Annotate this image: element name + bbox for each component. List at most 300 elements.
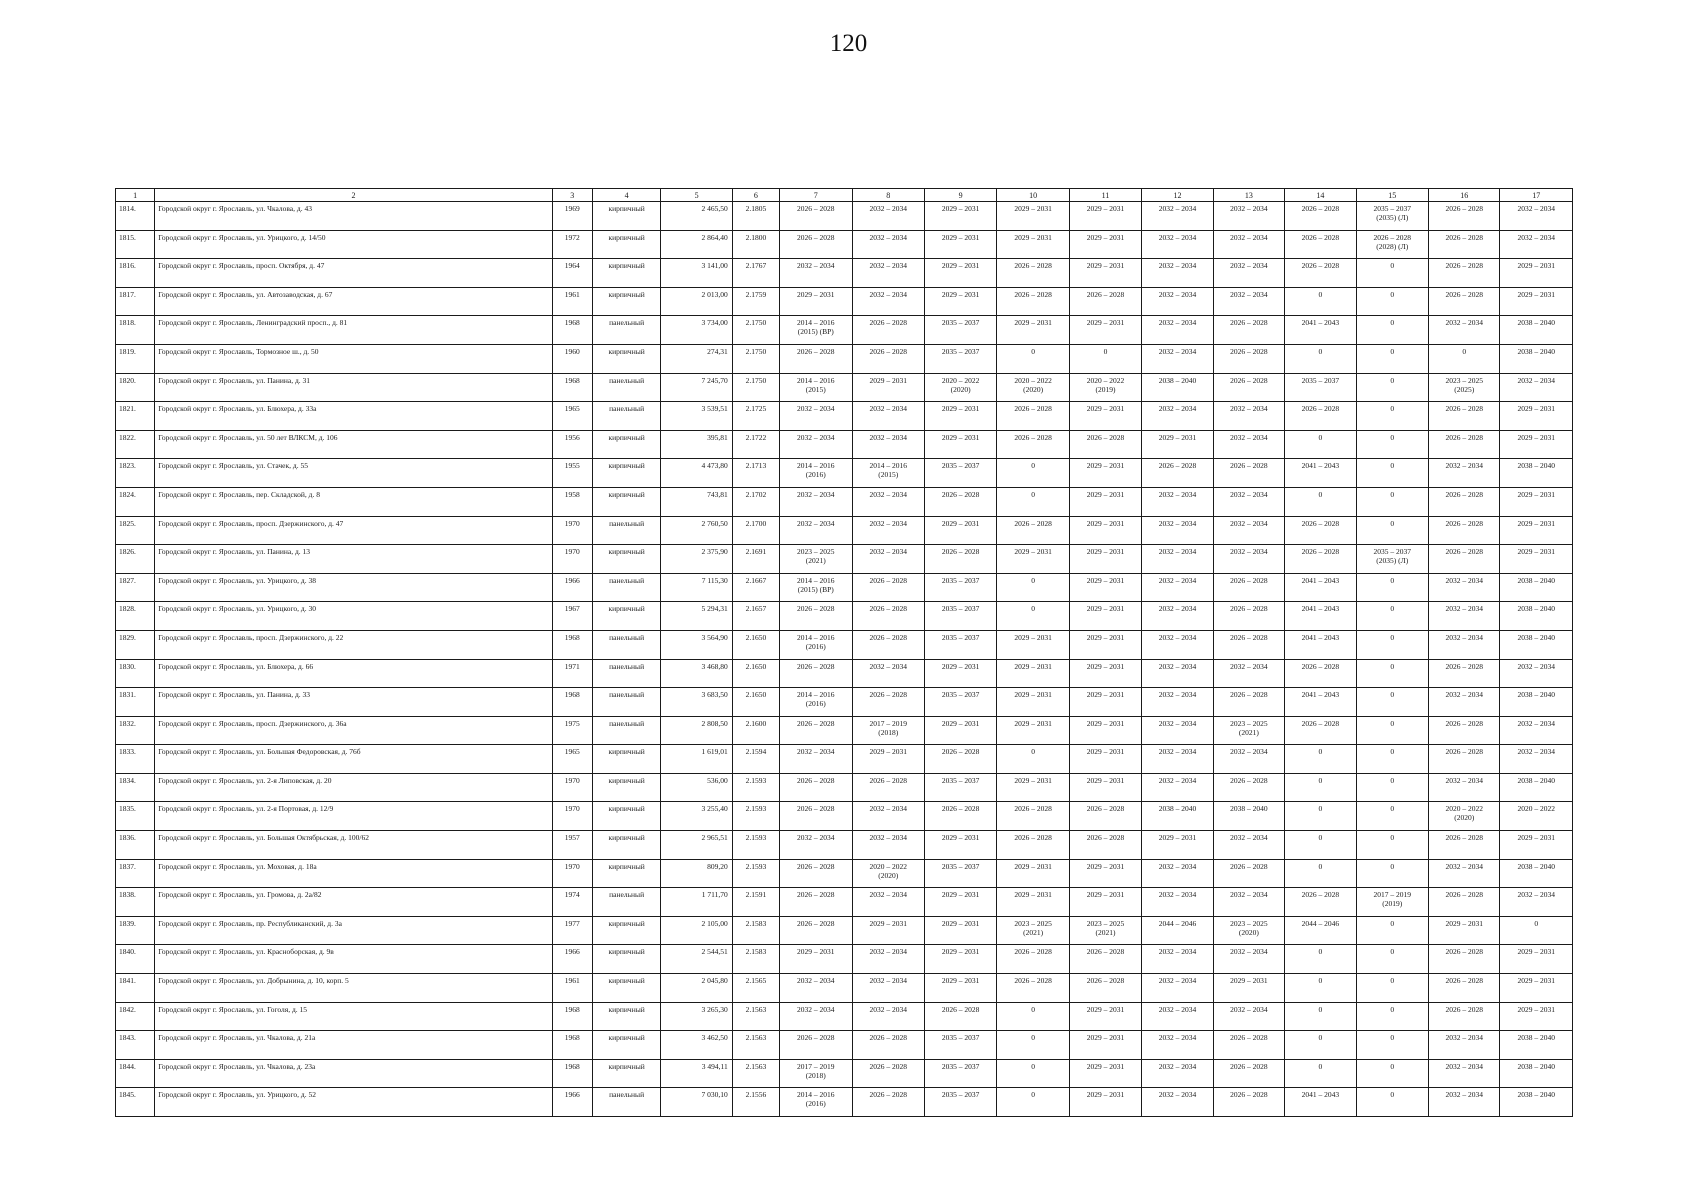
column-header-6: 6 [732,189,779,202]
row-number-cell: 1831. [116,688,155,717]
total-area-cell: 2 013,00 [661,287,732,316]
work-period-cell-col7: 2029 – 2031 [780,287,852,316]
address-cell: Городской округ г. Ярославль, Ленинградский просп., д. 81 [155,316,552,345]
work-period-cell-col15: 0 [1356,602,1428,631]
total-area-cell: 3 468,80 [661,659,732,688]
year-built-cell: 1968 [552,1031,592,1060]
work-period-cell-col15: 0 [1356,773,1428,802]
total-area-cell: 2 105,00 [661,916,732,945]
work-period-cell-col13: 2032 – 2034 [1213,259,1284,288]
work-period-cell-col16: 2032 – 2034 [1429,1088,1500,1117]
year-built-cell: 1968 [552,1059,592,1088]
work-period-cell-col14: 0 [1285,344,1356,373]
address-cell: Городской округ г. Ярославль, ул. Блюхера, д. 33а [155,402,552,431]
wall-material-cell: кирпичный [592,802,660,831]
wall-material-cell: кирпичный [592,230,660,259]
table-row [116,659,1573,688]
work-period-cell-col10: 2026 – 2028 [997,802,1069,831]
work-period-cell-col9: 2029 – 2031 [924,659,996,688]
work-period-cell-col7: 2032 – 2034 [780,1002,852,1031]
work-period-cell-col8: 2026 – 2028 [852,688,924,717]
row-number-cell: 1844. [116,1059,155,1088]
work-period-cell-col13: 2026 – 2028 [1213,859,1284,888]
work-period-cell-col13: 2026 – 2028 [1213,773,1284,802]
work-period-cell-col8: 2032 – 2034 [852,259,924,288]
work-period-cell-col17: 2029 – 2031 [1500,831,1573,860]
total-area-cell: 4 473,80 [661,459,732,488]
work-period-cell-col7: 2026 – 2028 [780,659,852,688]
work-period-cell-col16: 2026 – 2028 [1429,888,1500,917]
work-period-cell-col9: 2035 – 2037 [924,602,996,631]
table-row [116,716,1573,745]
work-period-cell-col16: 2026 – 2028 [1429,516,1500,545]
priority-index-cell: 2.1594 [732,745,779,774]
year-built-cell: 1957 [552,831,592,860]
wall-material-cell: кирпичный [592,487,660,516]
work-period-cell-col11: 2029 – 2031 [1069,773,1141,802]
wall-material-cell: кирпичный [592,1002,660,1031]
work-period-cell-col15: 0 [1356,487,1428,516]
work-period-cell-col13: 2026 – 2028 [1213,344,1284,373]
work-period-cell-col10: 2029 – 2031 [997,202,1069,231]
work-period-cell-col11: 2029 – 2031 [1069,459,1141,488]
page-number: 120 [829,30,868,57]
work-period-cell-col15: 0 [1356,344,1428,373]
work-period-cell-col9: 2026 – 2028 [924,745,996,774]
priority-index-cell: 2.1713 [732,459,779,488]
column-header-11: 11 [1069,189,1141,202]
column-header-17: 17 [1500,189,1573,202]
work-period-cell-col8: 2026 – 2028 [852,1031,924,1060]
work-period-cell-col15: 0 [1356,831,1428,860]
year-built-cell: 1965 [552,402,592,431]
priority-index-cell: 2.1667 [732,573,779,602]
work-period-cell-col7: 2026 – 2028 [780,716,852,745]
work-period-cell-col15: 0 [1356,259,1428,288]
work-period-cell-col10: 2029 – 2031 [997,659,1069,688]
work-period-cell-col8: 2026 – 2028 [852,773,924,802]
table-row [116,402,1573,431]
work-period-cell-col11: 2029 – 2031 [1069,688,1141,717]
table-row [116,516,1573,545]
work-period-cell-col7: 2032 – 2034 [780,402,852,431]
total-area-cell: 3 683,50 [661,688,732,717]
address-cell: Городской округ г. Ярославль, ул. Урицкого, д. 52 [155,1088,552,1117]
work-period-cell-col14: 2026 – 2028 [1285,230,1356,259]
year-built-cell: 1958 [552,487,592,516]
total-area-cell: 395,81 [661,430,732,459]
work-period-cell-col7: 2032 – 2034 [780,487,852,516]
total-area-cell: 536,00 [661,773,732,802]
housing-register-table [115,188,1573,1117]
work-period-cell-col11: 2029 – 2031 [1069,1031,1141,1060]
work-period-cell-col17: 2020 – 2022 [1500,802,1573,831]
work-period-cell-col17: 2032 – 2034 [1500,202,1573,231]
work-period-cell-col11: 2029 – 2031 [1069,716,1141,745]
work-period-cell-col9: 2026 – 2028 [924,802,996,831]
year-built-cell: 1960 [552,344,592,373]
work-period-cell-col16: 2026 – 2028 [1429,945,1500,974]
column-header-12: 12 [1142,189,1213,202]
work-period-cell-col16: 2026 – 2028 [1429,487,1500,516]
work-period-cell-col8: 2032 – 2034 [852,888,924,917]
wall-material-cell: панельный [592,316,660,345]
wall-material-cell: панельный [592,630,660,659]
address-cell: Городской округ г. Ярославль, ул. Большая Октябрьская, д. 100/62 [155,831,552,860]
priority-index-cell: 2.1759 [732,287,779,316]
wall-material-cell: панельный [592,1088,660,1117]
year-built-cell: 1974 [552,888,592,917]
work-period-cell-col17: 2029 – 2031 [1500,287,1573,316]
table-row [116,974,1573,1003]
work-period-cell-col14: 2041 – 2043 [1285,688,1356,717]
address-cell: Городской округ г. Ярославль, ул. Панина, д. 31 [155,373,552,402]
work-period-cell-col14: 2041 – 2043 [1285,1088,1356,1117]
table-row [116,344,1573,373]
work-period-cell-col17: 2038 – 2040 [1500,859,1573,888]
work-period-cell-col16: 2023 – 2025 (2025) [1429,373,1500,402]
total-area-cell: 2 045,80 [661,974,732,1003]
work-period-cell-col11: 2026 – 2028 [1069,945,1141,974]
work-period-cell-col16: 2026 – 2028 [1429,287,1500,316]
work-period-cell-col17: 2032 – 2034 [1500,230,1573,259]
total-area-cell: 3 462,50 [661,1031,732,1060]
priority-index-cell: 2.1725 [732,402,779,431]
work-period-cell-col12: 2038 – 2040 [1142,373,1213,402]
work-period-cell-col14: 0 [1285,1059,1356,1088]
column-header-5: 5 [661,189,732,202]
work-period-cell-col17: 2029 – 2031 [1500,1002,1573,1031]
work-period-cell-col10: 0 [997,1031,1069,1060]
table-row [116,773,1573,802]
wall-material-cell: кирпичный [592,344,660,373]
work-period-cell-col16: 0 [1429,344,1500,373]
work-period-cell-col8: 2032 – 2034 [852,202,924,231]
work-period-cell-col15: 0 [1356,573,1428,602]
wall-material-cell: панельный [592,573,660,602]
work-period-cell-col13: 2032 – 2034 [1213,888,1284,917]
row-number-cell: 1834. [116,773,155,802]
work-period-cell-col8: 2032 – 2034 [852,516,924,545]
total-area-cell: 3 265,30 [661,1002,732,1031]
work-period-cell-col13: 2026 – 2028 [1213,630,1284,659]
total-area-cell: 1 619,01 [661,745,732,774]
work-period-cell-col15: 0 [1356,945,1428,974]
address-cell: Городской округ г. Ярославль, ул. Громова, д. 2а/82 [155,888,552,917]
address-cell: Городской округ г. Ярославль, просп. Дзержинского, д. 47 [155,516,552,545]
work-period-cell-col13: 2026 – 2028 [1213,373,1284,402]
work-period-cell-col15: 0 [1356,716,1428,745]
work-period-cell-col10: 0 [997,1059,1069,1088]
work-period-cell-col10: 0 [997,745,1069,774]
table-row [116,602,1573,631]
work-period-cell-col10: 0 [997,459,1069,488]
priority-index-cell: 2.1583 [732,916,779,945]
work-period-cell-col8: 2029 – 2031 [852,916,924,945]
total-area-cell: 743,81 [661,487,732,516]
work-period-cell-col14: 2026 – 2028 [1285,659,1356,688]
work-period-cell-col12: 2032 – 2034 [1142,859,1213,888]
work-period-cell-col9: 2035 – 2037 [924,459,996,488]
wall-material-cell: кирпичный [592,287,660,316]
work-period-cell-col11: 2029 – 2031 [1069,573,1141,602]
column-header-2: 2 [155,189,552,202]
work-period-cell-col14: 0 [1285,487,1356,516]
work-period-cell-col11: 2029 – 2031 [1069,316,1141,345]
wall-material-cell: кирпичный [592,1031,660,1060]
address-cell: Городской округ г. Ярославль, Тормозное ш., д. 50 [155,344,552,373]
work-period-cell-col12: 2032 – 2034 [1142,745,1213,774]
year-built-cell: 1968 [552,316,592,345]
work-period-cell-col11: 2029 – 2031 [1069,545,1141,574]
year-built-cell: 1967 [552,602,592,631]
work-period-cell-col11: 2026 – 2028 [1069,802,1141,831]
priority-index-cell: 2.1767 [732,259,779,288]
work-period-cell-col7: 2014 – 2016 (2016) [780,1088,852,1117]
work-period-cell-col7: 2026 – 2028 [780,859,852,888]
priority-index-cell: 2.1657 [732,602,779,631]
work-period-cell-col11: 2029 – 2031 [1069,1002,1141,1031]
work-period-cell-col17: 2038 – 2040 [1500,316,1573,345]
work-period-cell-col8: 2032 – 2034 [852,230,924,259]
work-period-cell-col13: 2032 – 2034 [1213,402,1284,431]
total-area-cell: 3 734,00 [661,316,732,345]
work-period-cell-col7: 2026 – 2028 [780,916,852,945]
table-row [116,1088,1573,1117]
work-period-cell-col11: 2029 – 2031 [1069,1088,1141,1117]
work-period-cell-col11: 2029 – 2031 [1069,602,1141,631]
priority-index-cell: 2.1805 [732,202,779,231]
work-period-cell-col8: 2032 – 2034 [852,974,924,1003]
work-period-cell-col12: 2038 – 2040 [1142,802,1213,831]
work-period-cell-col13: 2026 – 2028 [1213,1031,1284,1060]
work-period-cell-col9: 2029 – 2031 [924,516,996,545]
work-period-cell-col9: 2029 – 2031 [924,916,996,945]
work-period-cell-col16: 2032 – 2034 [1429,602,1500,631]
table-row [116,287,1573,316]
work-period-cell-col9: 2035 – 2037 [924,1088,996,1117]
work-period-cell-col8: 2017 – 2019 (2018) [852,716,924,745]
row-number-cell: 1828. [116,602,155,631]
year-built-cell: 1965 [552,745,592,774]
work-period-cell-col15: 0 [1356,1031,1428,1060]
work-period-cell-col11: 2029 – 2031 [1069,230,1141,259]
column-header-4: 4 [592,189,660,202]
work-period-cell-col7: 2026 – 2028 [780,773,852,802]
total-area-cell: 3 564,90 [661,630,732,659]
work-period-cell-col14: 2026 – 2028 [1285,402,1356,431]
work-period-cell-col10: 2026 – 2028 [997,516,1069,545]
row-number-cell: 1820. [116,373,155,402]
work-period-cell-col15: 0 [1356,659,1428,688]
total-area-cell: 7 115,30 [661,573,732,602]
priority-index-cell: 2.1600 [732,716,779,745]
work-period-cell-col12: 2032 – 2034 [1142,688,1213,717]
work-period-cell-col13: 2038 – 2040 [1213,802,1284,831]
total-area-cell: 3 255,40 [661,802,732,831]
work-period-cell-col10: 0 [997,487,1069,516]
total-area-cell: 2 544,51 [661,945,732,974]
work-period-cell-col15: 0 [1356,430,1428,459]
work-period-cell-col10: 0 [997,573,1069,602]
address-cell: Городской округ г. Ярославль, пр. Республиканский, д. 3а [155,916,552,945]
work-period-cell-col11: 2029 – 2031 [1069,487,1141,516]
work-period-cell-col17: 2032 – 2034 [1500,888,1573,917]
total-area-cell: 5 294,31 [661,602,732,631]
work-period-cell-col17: 2038 – 2040 [1500,1031,1573,1060]
table-row [116,888,1573,917]
address-cell: Городской округ г. Ярославль, ул. Чкалова, д. 43 [155,202,552,231]
work-period-cell-col10: 2026 – 2028 [997,430,1069,459]
work-period-cell-col10: 2029 – 2031 [997,888,1069,917]
work-period-cell-col12: 2026 – 2028 [1142,459,1213,488]
row-number-cell: 1827. [116,573,155,602]
work-period-cell-col15: 0 [1356,859,1428,888]
row-number-cell: 1821. [116,402,155,431]
address-cell: Городской округ г. Ярославль, просп. Дзержинского, д. 22 [155,630,552,659]
work-period-cell-col8: 2032 – 2034 [852,945,924,974]
work-period-cell-col16: 2032 – 2034 [1429,459,1500,488]
work-period-cell-col12: 2032 – 2034 [1142,402,1213,431]
wall-material-cell: кирпичный [592,602,660,631]
address-cell: Городской округ г. Ярославль, ул. Красноборская, д. 9в [155,945,552,974]
work-period-cell-col15: 0 [1356,630,1428,659]
row-number-cell: 1837. [116,859,155,888]
work-period-cell-col11: 2029 – 2031 [1069,516,1141,545]
priority-index-cell: 2.1593 [732,831,779,860]
work-period-cell-col12: 2032 – 2034 [1142,1059,1213,1088]
work-period-cell-col15: 0 [1356,1002,1428,1031]
work-period-cell-col16: 2032 – 2034 [1429,630,1500,659]
year-built-cell: 1968 [552,373,592,402]
row-number-cell: 1843. [116,1031,155,1060]
year-built-cell: 1971 [552,659,592,688]
year-built-cell: 1961 [552,974,592,1003]
table-row [116,688,1573,717]
work-period-cell-col7: 2029 – 2031 [780,945,852,974]
work-period-cell-col10: 0 [997,602,1069,631]
work-period-cell-col12: 2029 – 2031 [1142,831,1213,860]
work-period-cell-col8: 2032 – 2034 [852,430,924,459]
work-period-cell-col14: 0 [1285,945,1356,974]
work-period-cell-col11: 2029 – 2031 [1069,259,1141,288]
work-period-cell-col16: 2026 – 2028 [1429,202,1500,231]
priority-index-cell: 2.1691 [732,545,779,574]
work-period-cell-col12: 2032 – 2034 [1142,1088,1213,1117]
address-cell: Городской округ г. Ярославль, ул. Стачек, д. 55 [155,459,552,488]
row-number-cell: 1819. [116,344,155,373]
work-period-cell-col12: 2032 – 2034 [1142,259,1213,288]
work-period-cell-col7: 2026 – 2028 [780,888,852,917]
work-period-cell-col16: 2032 – 2034 [1429,773,1500,802]
work-period-cell-col17: 2038 – 2040 [1500,1059,1573,1088]
work-period-cell-col11: 2029 – 2031 [1069,202,1141,231]
year-built-cell: 1966 [552,945,592,974]
year-built-cell: 1968 [552,688,592,717]
work-period-cell-col12: 2032 – 2034 [1142,202,1213,231]
work-period-cell-col14: 0 [1285,287,1356,316]
work-period-cell-col9: 2035 – 2037 [924,859,996,888]
row-number-cell: 1838. [116,888,155,917]
address-cell: Городской округ г. Ярославль, пер. Складской, д. 8 [155,487,552,516]
wall-material-cell: панельный [592,716,660,745]
work-period-cell-col8: 2029 – 2031 [852,745,924,774]
row-number-cell: 1835. [116,802,155,831]
year-built-cell: 1970 [552,802,592,831]
work-period-cell-col12: 2032 – 2034 [1142,545,1213,574]
row-number-cell: 1826. [116,545,155,574]
work-period-cell-col14: 2041 – 2043 [1285,316,1356,345]
row-number-cell: 1836. [116,831,155,860]
priority-index-cell: 2.1593 [732,859,779,888]
work-period-cell-col12: 2032 – 2034 [1142,945,1213,974]
work-period-cell-col12: 2032 – 2034 [1142,602,1213,631]
work-period-cell-col9: 2029 – 2031 [924,888,996,917]
year-built-cell: 1975 [552,716,592,745]
table-row [116,259,1573,288]
row-number-cell: 1822. [116,430,155,459]
work-period-cell-col12: 2032 – 2034 [1142,287,1213,316]
work-period-cell-col13: 2032 – 2034 [1213,545,1284,574]
row-number-cell: 1839. [116,916,155,945]
work-period-cell-col10: 2026 – 2028 [997,402,1069,431]
address-cell: Городской округ г. Ярославль, ул. Большая Федоровская, д. 76б [155,745,552,774]
wall-material-cell: кирпичный [592,945,660,974]
work-period-cell-col13: 2026 – 2028 [1213,1059,1284,1088]
year-built-cell: 1977 [552,916,592,945]
work-period-cell-col13: 2032 – 2034 [1213,487,1284,516]
work-period-cell-col12: 2044 – 2046 [1142,916,1213,945]
work-period-cell-col7: 2032 – 2034 [780,430,852,459]
total-area-cell: 2 760,50 [661,516,732,545]
total-area-cell: 2 808,50 [661,716,732,745]
row-number-cell: 1833. [116,745,155,774]
work-period-cell-col17: 2032 – 2034 [1500,745,1573,774]
address-cell: Городской округ г. Ярославль, ул. Панина, д. 13 [155,545,552,574]
work-period-cell-col12: 2032 – 2034 [1142,1002,1213,1031]
column-header-14: 14 [1285,189,1356,202]
work-period-cell-col13: 2032 – 2034 [1213,202,1284,231]
work-period-cell-col9: 2029 – 2031 [924,202,996,231]
wall-material-cell: панельный [592,373,660,402]
wall-material-cell: панельный [592,888,660,917]
work-period-cell-col15: 0 [1356,1088,1428,1117]
priority-index-cell: 2.1650 [732,630,779,659]
total-area-cell: 809,20 [661,859,732,888]
work-period-cell-col9: 2026 – 2028 [924,1002,996,1031]
work-period-cell-col12: 2032 – 2034 [1142,659,1213,688]
year-built-cell: 1972 [552,230,592,259]
work-period-cell-col13: 2026 – 2028 [1213,459,1284,488]
work-period-cell-col11: 2029 – 2031 [1069,859,1141,888]
row-number-cell: 1814. [116,202,155,231]
work-period-cell-col16: 2026 – 2028 [1429,430,1500,459]
work-period-cell-col9: 2029 – 2031 [924,259,996,288]
work-period-cell-col9: 2029 – 2031 [924,831,996,860]
wall-material-cell: кирпичный [592,773,660,802]
work-period-cell-col11: 2023 – 2025 (2021) [1069,916,1141,945]
column-header-7: 7 [780,189,852,202]
work-period-cell-col9: 2035 – 2037 [924,773,996,802]
table-row [116,230,1573,259]
work-period-cell-col9: 2029 – 2031 [924,287,996,316]
wall-material-cell: панельный [592,688,660,717]
wall-material-cell: кирпичный [592,974,660,1003]
work-period-cell-col9: 2020 – 2022 (2020) [924,373,996,402]
work-period-cell-col14: 2041 – 2043 [1285,459,1356,488]
work-period-cell-col16: 2026 – 2028 [1429,745,1500,774]
wall-material-cell: кирпичный [592,202,660,231]
